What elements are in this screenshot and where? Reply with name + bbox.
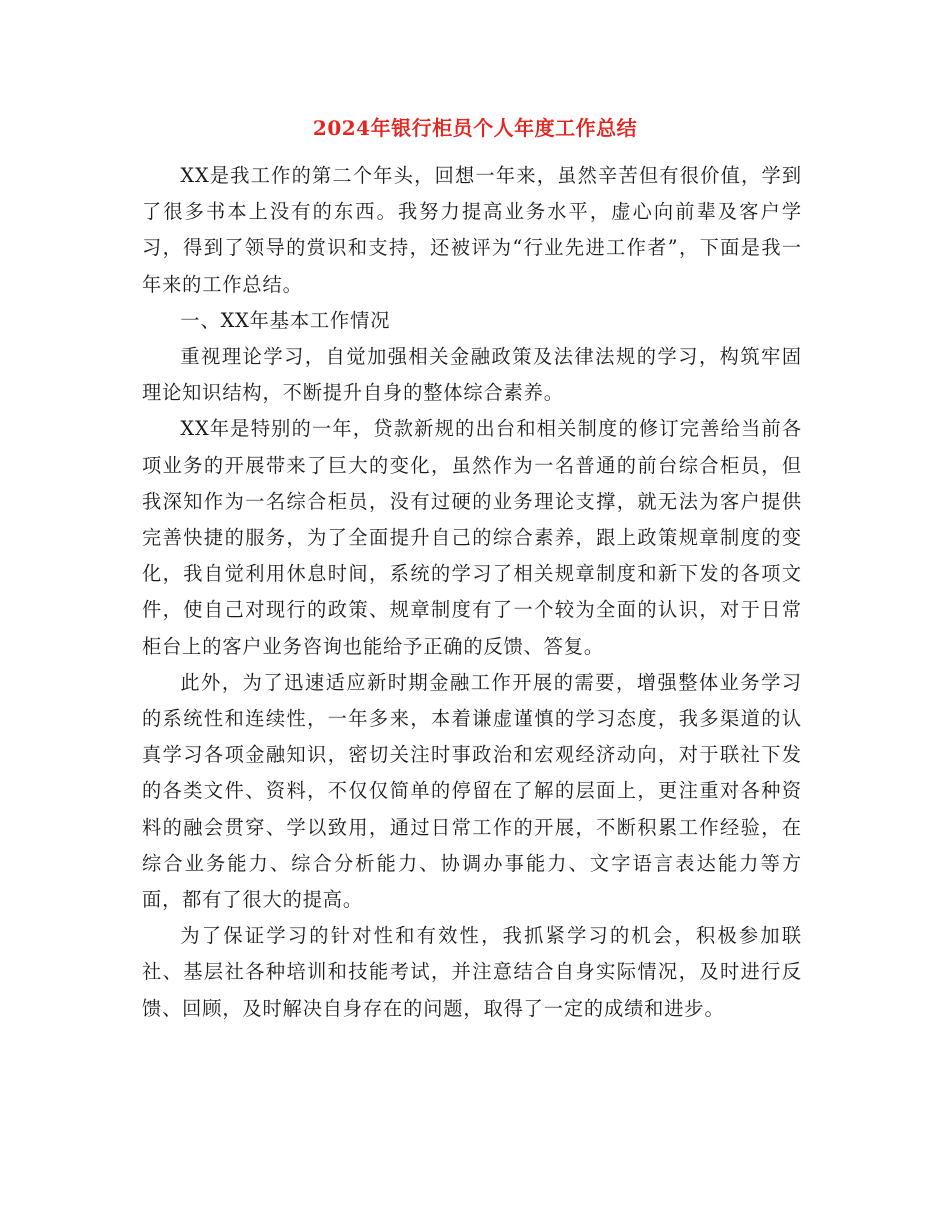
- paragraph-theory-study: 重视理论学习，自觉加强相关金融政策及法律法规的学习，构筑牢固理论知识结构，不断提升自身的整体综合素养。: [142, 345, 802, 405]
- section-heading: 一、XX年基本工作情况: [180, 308, 391, 332]
- paragraph-intro: XX是我工作的第二个年头，回想一年来，虽然辛苦但有很价值，学到了很多书本上没有的东西。我努力提高业务水平，虚心向前辈及客户学习，得到了领导的赏识和支持，还被评为“行业先进工作者”，下面是我一年来的工作总结。: [142, 164, 802, 296]
- paragraph-training: 为了保证学习的针对性和有效性，我抓紧学习的机会，积极参加联社、基层社各种培训和技能考试，并注意结合自身实际情况，及时进行反馈、回顾，及时解决自身存在的问题，取得了一定的成绩和进步。: [142, 924, 802, 1020]
- document-title: 2024年银行柜员个人年度工作总结: [312, 116, 638, 140]
- document-body: [142, 158, 802, 1027]
- paragraph-new-regulations: XX年是特别的一年，贷款新规的出台和相关制度的修订完善给当前各项业务的开展带来了巨大的变化，虽然作为一名普通的前台综合柜员，但我深知作为一名综合柜员，没有过硬的业务理论支撑，就无法为客户提供完善快捷的服务，为了全面提升自己的综合素养，跟上政策规章制度的变化，我自觉利用休息时间，系统的学习了相关规章制度和新下发的各项文件，使自己对现行的政策、规章制度有了一个较为全面的认识，对于日常柜台上的客户业务咨询也能给予正确的反馈、答复。: [142, 417, 802, 658]
- paragraph-learning-channels: 此外，为了迅速适应新时期金融工作开展的需要，增强整体业务学习的系统性和连续性，一年多来，本着谦虚谨慎的学习态度，我多渠道的认真学习各项金融知识，密切关注时事政治和宏观经济动向，对于联社下发的各类文件、资料，不仅仅简单的停留在了解的层面上，更注重对各种资料的融会贯穿、学以致用，通过日常工作的开展，不断积累工作经验，在综合业务能力、综合分析能力、协调办事能力、文字语言表达能力等方面，都有了很大的提高。: [142, 670, 802, 912]
